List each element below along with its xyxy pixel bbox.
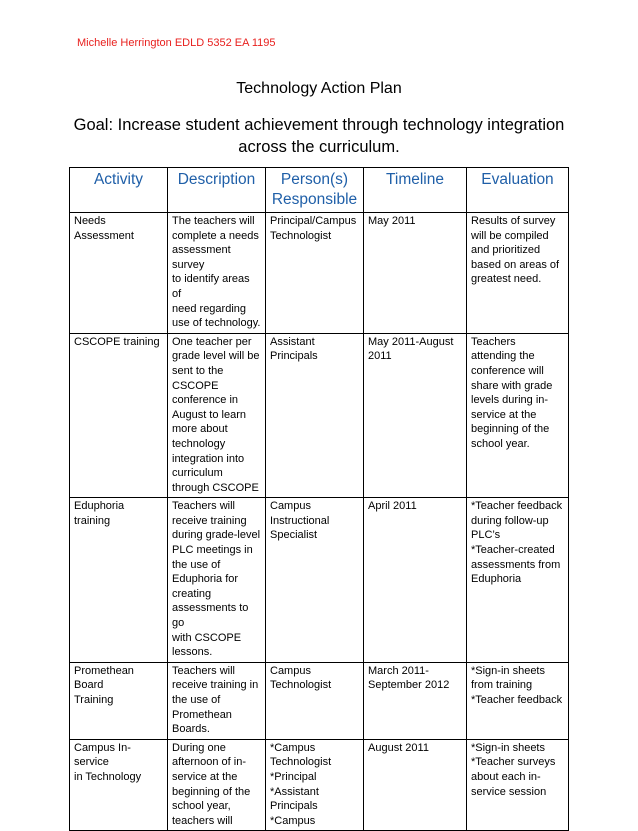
cell-activity: Promethean Board Training	[70, 662, 168, 739]
cell-activity: Needs Assessment	[70, 213, 168, 334]
cell-evaluation: *Sign-in sheets *Teacher surveys about each in- service session	[467, 739, 569, 831]
table-row	[70, 739, 569, 831]
cell-description: Teachers will receive training during grade-level PLC meetings in the use of Eduphoria for creating assessments to go with CSCOPE lessons.	[168, 498, 266, 663]
header-note: Michelle Herrington EDLD 5352 EA 1195	[77, 37, 276, 49]
cell-evaluation: Teachers attending the conference will share with grade levels during in- service at the beginning of the school year.	[467, 333, 569, 498]
cell-description: One teacher per grade level will be sent to the CSCOPE conference in August to learn more about technology integration into curriculum through CSCOPE	[168, 333, 266, 498]
table-header-row	[70, 168, 569, 213]
column-header-evaluation: Evaluation	[467, 168, 569, 213]
cell-activity: Eduphoria training	[70, 498, 168, 663]
document-goal: Goal: Increase student achievement through technology integration across the curriculum.	[73, 116, 565, 156]
cell-evaluation: Results of survey will be compiled and prioritized based on areas of greatest need.	[467, 213, 569, 334]
cell-activity: Campus In-service in Technology	[70, 739, 168, 831]
column-header-timeline: Timeline	[364, 168, 467, 213]
cell-timeline: August 2011	[364, 739, 467, 831]
table-row	[70, 333, 569, 498]
cell-timeline: April 2011	[364, 498, 467, 663]
cell-responsible: Principal/Campus Technologist	[266, 213, 364, 334]
action-plan-table	[69, 167, 569, 831]
cell-responsible: *Campus Technologist *Principal *Assistant Principals *Campus	[266, 739, 364, 831]
cell-timeline: March 2011- September 2012	[364, 662, 467, 739]
cell-responsible: Campus Instructional Specialist	[266, 498, 364, 663]
column-header-activity: Activity	[70, 168, 168, 213]
column-header-description: Description	[168, 168, 266, 213]
cell-evaluation: *Teacher feedback during follow-up PLC’s *Teacher-created assessments from Eduphoria	[467, 498, 569, 663]
cell-activity: CSCOPE training	[70, 333, 168, 498]
cell-responsible: Assistant Principals	[266, 333, 364, 498]
table-row	[70, 662, 569, 739]
cell-description: Teachers will receive training in the use of Promethean Boards.	[168, 662, 266, 739]
table-row	[70, 498, 569, 663]
document-title: Technology Action Plan	[236, 80, 402, 97]
column-header-responsible: Person(s) Responsible	[266, 168, 364, 213]
cell-evaluation: *Sign-in sheets from training *Teacher feedback	[467, 662, 569, 739]
table-row	[70, 213, 569, 334]
cell-responsible: Campus Technologist	[266, 662, 364, 739]
cell-timeline: May 2011-August 2011	[364, 333, 467, 498]
cell-timeline: May 2011	[364, 213, 467, 334]
cell-description: During one afternoon of in- service at the beginning of the school year, teachers will	[168, 739, 266, 831]
cell-description: The teachers will complete a needs assessment survey to identify areas of need regarding use of technology.	[168, 213, 266, 334]
